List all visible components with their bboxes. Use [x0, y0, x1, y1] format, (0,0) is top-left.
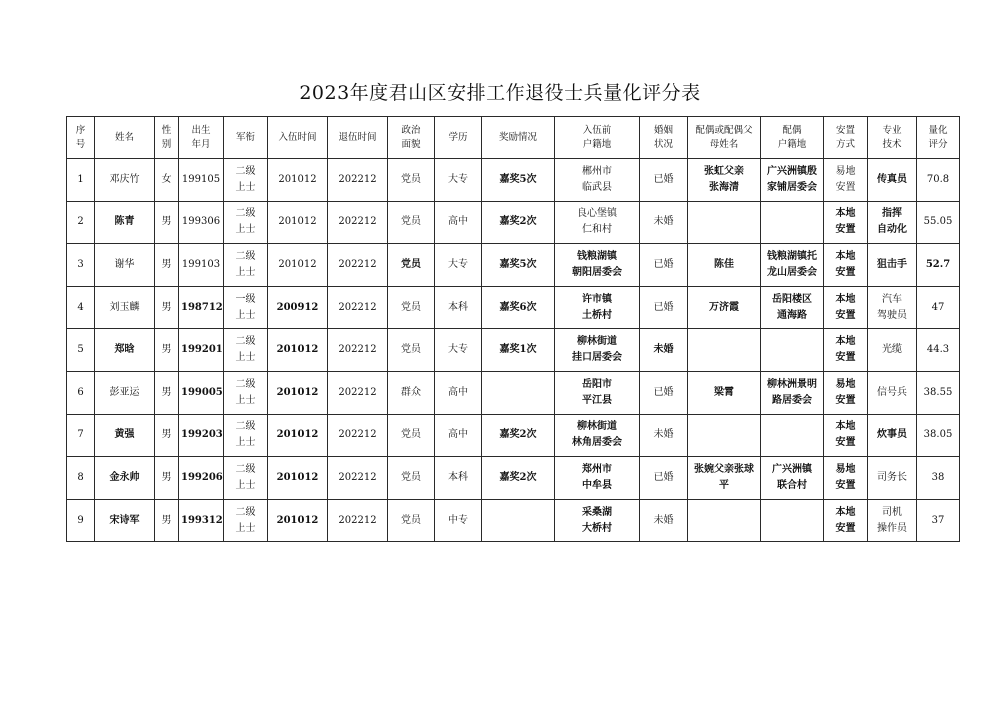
cell-spouse-household: 广兴洲镇 联合村	[761, 457, 824, 500]
cell-discharge-date: 202212	[328, 201, 388, 244]
cell-rank: 二级 上士	[224, 371, 268, 414]
cell-spouse-name: 陈佳	[688, 244, 761, 287]
cell-placement: 本地 安置	[824, 244, 868, 287]
cell-gender: 男	[155, 371, 179, 414]
cell-education: 中专	[435, 499, 482, 542]
col-marital-status-header: 婚姻 状况	[640, 117, 688, 159]
cell-name: 陈青	[95, 201, 155, 244]
col-spouse-name-header: 配偶或配偶父 母姓名	[688, 117, 761, 159]
cell-score: 44.3	[917, 329, 960, 372]
col-political-status-header: 政治 面貌	[388, 117, 435, 159]
cell-placement: 本地 安置	[824, 499, 868, 542]
cell-name: 黄强	[95, 414, 155, 457]
cell-score: 38.05	[917, 414, 960, 457]
cell-political-status: 党员	[388, 329, 435, 372]
cell-discharge-date: 202212	[328, 286, 388, 329]
cell-name: 邓庆竹	[95, 159, 155, 202]
table-row	[67, 244, 960, 287]
cell-enlist-date: 201012	[268, 201, 328, 244]
cell-gender: 男	[155, 414, 179, 457]
cell-rank: 一级 上士	[224, 286, 268, 329]
cell-political-status: 党员	[388, 499, 435, 542]
cell-name: 宋诗军	[95, 499, 155, 542]
cell-origin-household: 柳林街道 挂口居委会	[555, 329, 640, 372]
cell-placement: 本地 安置	[824, 201, 868, 244]
cell-gender: 男	[155, 499, 179, 542]
cell-index: 1	[67, 159, 95, 202]
cell-awards	[482, 371, 555, 414]
col-name-header: 姓名	[95, 117, 155, 159]
cell-education: 高中	[435, 371, 482, 414]
cell-enlist-date: 200912	[268, 286, 328, 329]
cell-rank: 二级 上士	[224, 499, 268, 542]
cell-enlist-date: 201012	[268, 457, 328, 500]
cell-enlist-date: 201012	[268, 414, 328, 457]
cell-discharge-date: 202212	[328, 159, 388, 202]
cell-birth: 199005	[179, 371, 224, 414]
cell-index: 2	[67, 201, 95, 244]
cell-marital-status: 已婚	[640, 244, 688, 287]
cell-index: 7	[67, 414, 95, 457]
cell-awards: 嘉奖6次	[482, 286, 555, 329]
cell-score: 47	[917, 286, 960, 329]
header-row	[67, 117, 960, 159]
cell-index: 5	[67, 329, 95, 372]
cell-placement: 本地 安置	[824, 329, 868, 372]
cell-marital-status: 未婚	[640, 499, 688, 542]
table-body	[67, 159, 960, 542]
cell-spouse-name: 万济霞	[688, 286, 761, 329]
cell-marital-status: 未婚	[640, 329, 688, 372]
table-row	[67, 414, 960, 457]
cell-score: 38.55	[917, 371, 960, 414]
col-score-header: 量化 评分	[917, 117, 960, 159]
cell-discharge-date: 202212	[328, 457, 388, 500]
cell-rank: 二级 上士	[224, 201, 268, 244]
col-specialty-header: 专业 技术	[868, 117, 917, 159]
cell-specialty: 光缆	[868, 329, 917, 372]
cell-gender: 男	[155, 244, 179, 287]
cell-placement: 本地 安置	[824, 414, 868, 457]
cell-placement: 本地 安置	[824, 286, 868, 329]
cell-spouse-household	[761, 414, 824, 457]
cell-name: 金永帅	[95, 457, 155, 500]
cell-name: 刘玉麟	[95, 286, 155, 329]
cell-marital-status: 已婚	[640, 286, 688, 329]
cell-awards: 嘉奖2次	[482, 414, 555, 457]
col-birth-header: 出生 年月	[179, 117, 224, 159]
cell-enlist-date: 201012	[268, 329, 328, 372]
cell-score: 55.05	[917, 201, 960, 244]
table-row	[67, 329, 960, 372]
cell-gender: 男	[155, 329, 179, 372]
cell-discharge-date: 202212	[328, 414, 388, 457]
page-title: 2023年度君山区安排工作退役士兵量化评分表	[299, 82, 701, 104]
cell-spouse-name	[688, 201, 761, 244]
col-placement-header: 安置 方式	[824, 117, 868, 159]
cell-rank: 二级 上士	[224, 414, 268, 457]
cell-index: 9	[67, 499, 95, 542]
cell-specialty: 指挥 自动化	[868, 201, 917, 244]
col-spouse-household-header: 配偶 户籍地	[761, 117, 824, 159]
col-enlist-date-header: 入伍时间	[268, 117, 328, 159]
cell-spouse-name	[688, 329, 761, 372]
col-origin-household-header: 入伍前 户籍地	[555, 117, 640, 159]
cell-discharge-date: 202212	[328, 244, 388, 287]
cell-birth: 199203	[179, 414, 224, 457]
cell-score: 37	[917, 499, 960, 542]
cell-political-status: 党员	[388, 244, 435, 287]
cell-specialty: 传真员	[868, 159, 917, 202]
cell-rank: 二级 上士	[224, 244, 268, 287]
cell-marital-status: 已婚	[640, 159, 688, 202]
cell-rank: 二级 上士	[224, 457, 268, 500]
cell-spouse-household: 柳林洲景明 路居委会	[761, 371, 824, 414]
cell-specialty: 司务长	[868, 457, 917, 500]
cell-awards: 嘉奖5次	[482, 159, 555, 202]
cell-spouse-name: 张虹父亲 张海清	[688, 159, 761, 202]
cell-political-status: 党员	[388, 201, 435, 244]
cell-score: 70.8	[917, 159, 960, 202]
cell-political-status: 党员	[388, 414, 435, 457]
cell-discharge-date: 202212	[328, 499, 388, 542]
cell-spouse-name	[688, 499, 761, 542]
col-gender-header: 性 别	[155, 117, 179, 159]
cell-placement: 易地 安置	[824, 371, 868, 414]
cell-education: 高中	[435, 414, 482, 457]
cell-origin-household: 采桑湖 大桥村	[555, 499, 640, 542]
cell-education: 大专	[435, 159, 482, 202]
table-row	[67, 371, 960, 414]
cell-birth: 199306	[179, 201, 224, 244]
cell-placement: 易地 安置	[824, 159, 868, 202]
cell-origin-household: 郴州市 临武县	[555, 159, 640, 202]
cell-index: 8	[67, 457, 95, 500]
cell-political-status: 党员	[388, 286, 435, 329]
cell-marital-status: 未婚	[640, 414, 688, 457]
cell-index: 6	[67, 371, 95, 414]
cell-spouse-household: 岳阳楼区 通海路	[761, 286, 824, 329]
cell-education: 本科	[435, 457, 482, 500]
cell-placement: 易地 安置	[824, 457, 868, 500]
cell-enlist-date: 201012	[268, 499, 328, 542]
cell-spouse-household: 钱粮湖镇托 龙山居委会	[761, 244, 824, 287]
cell-spouse-name: 张婉父亲张球 平	[688, 457, 761, 500]
cell-marital-status: 已婚	[640, 371, 688, 414]
cell-marital-status: 已婚	[640, 457, 688, 500]
cell-birth: 199206	[179, 457, 224, 500]
cell-enlist-date: 201012	[268, 244, 328, 287]
cell-spouse-household	[761, 201, 824, 244]
table-row	[67, 457, 960, 500]
col-index-header: 序 号	[67, 117, 95, 159]
cell-birth: 199103	[179, 244, 224, 287]
cell-origin-household: 钱粮湖镇 朝阳居委会	[555, 244, 640, 287]
cell-awards: 嘉奖2次	[482, 201, 555, 244]
cell-spouse-name: 梁霄	[688, 371, 761, 414]
cell-origin-household: 柳林街道 林角居委会	[555, 414, 640, 457]
cell-discharge-date: 202212	[328, 329, 388, 372]
cell-spouse-household: 广兴洲镇殷 家铺居委会	[761, 159, 824, 202]
table-row	[67, 499, 960, 542]
cell-spouse-name	[688, 414, 761, 457]
col-awards-header: 奖励情况	[482, 117, 555, 159]
cell-birth: 199105	[179, 159, 224, 202]
cell-political-status: 党员	[388, 457, 435, 500]
cell-awards: 嘉奖1次	[482, 329, 555, 372]
table-row	[67, 201, 960, 244]
cell-name: 彭亚运	[95, 371, 155, 414]
table-header	[67, 117, 960, 159]
cell-discharge-date: 202212	[328, 371, 388, 414]
cell-gender: 男	[155, 201, 179, 244]
cell-specialty: 炊事员	[868, 414, 917, 457]
cell-education: 大专	[435, 244, 482, 287]
cell-education: 高中	[435, 201, 482, 244]
cell-birth: 199201	[179, 329, 224, 372]
cell-rank: 二级 上士	[224, 329, 268, 372]
cell-score: 52.7	[917, 244, 960, 287]
cell-index: 4	[67, 286, 95, 329]
cell-enlist-date: 201012	[268, 371, 328, 414]
scoring-table	[66, 116, 960, 542]
table-row	[67, 286, 960, 329]
cell-specialty: 司机 操作员	[868, 499, 917, 542]
cell-specialty: 信号兵	[868, 371, 917, 414]
table-row	[67, 159, 960, 202]
cell-education: 本科	[435, 286, 482, 329]
cell-marital-status: 未婚	[640, 201, 688, 244]
cell-birth: 198712	[179, 286, 224, 329]
cell-specialty: 汽车 驾驶员	[868, 286, 917, 329]
cell-awards: 嘉奖5次	[482, 244, 555, 287]
cell-origin-household: 岳阳市 平江县	[555, 371, 640, 414]
cell-rank: 二级 上士	[224, 159, 268, 202]
cell-specialty: 狙击手	[868, 244, 917, 287]
cell-spouse-household	[761, 499, 824, 542]
cell-gender: 男	[155, 457, 179, 500]
cell-name: 谢华	[95, 244, 155, 287]
cell-political-status: 群众	[388, 371, 435, 414]
col-rank-header: 军衔	[224, 117, 268, 159]
cell-name: 郑晗	[95, 329, 155, 372]
cell-index: 3	[67, 244, 95, 287]
cell-origin-household: 许市镇 土桥村	[555, 286, 640, 329]
cell-education: 大专	[435, 329, 482, 372]
cell-enlist-date: 201012	[268, 159, 328, 202]
cell-score: 38	[917, 457, 960, 500]
cell-origin-household: 良心堡镇 仁和村	[555, 201, 640, 244]
cell-awards	[482, 499, 555, 542]
col-education-header: 学历	[435, 117, 482, 159]
cell-gender: 女	[155, 159, 179, 202]
cell-political-status: 党员	[388, 159, 435, 202]
cell-awards: 嘉奖2次	[482, 457, 555, 500]
cell-origin-household: 郑州市 中牟县	[555, 457, 640, 500]
cell-birth: 199312	[179, 499, 224, 542]
col-discharge-date-header: 退伍时间	[328, 117, 388, 159]
cell-gender: 男	[155, 286, 179, 329]
cell-spouse-household	[761, 329, 824, 372]
